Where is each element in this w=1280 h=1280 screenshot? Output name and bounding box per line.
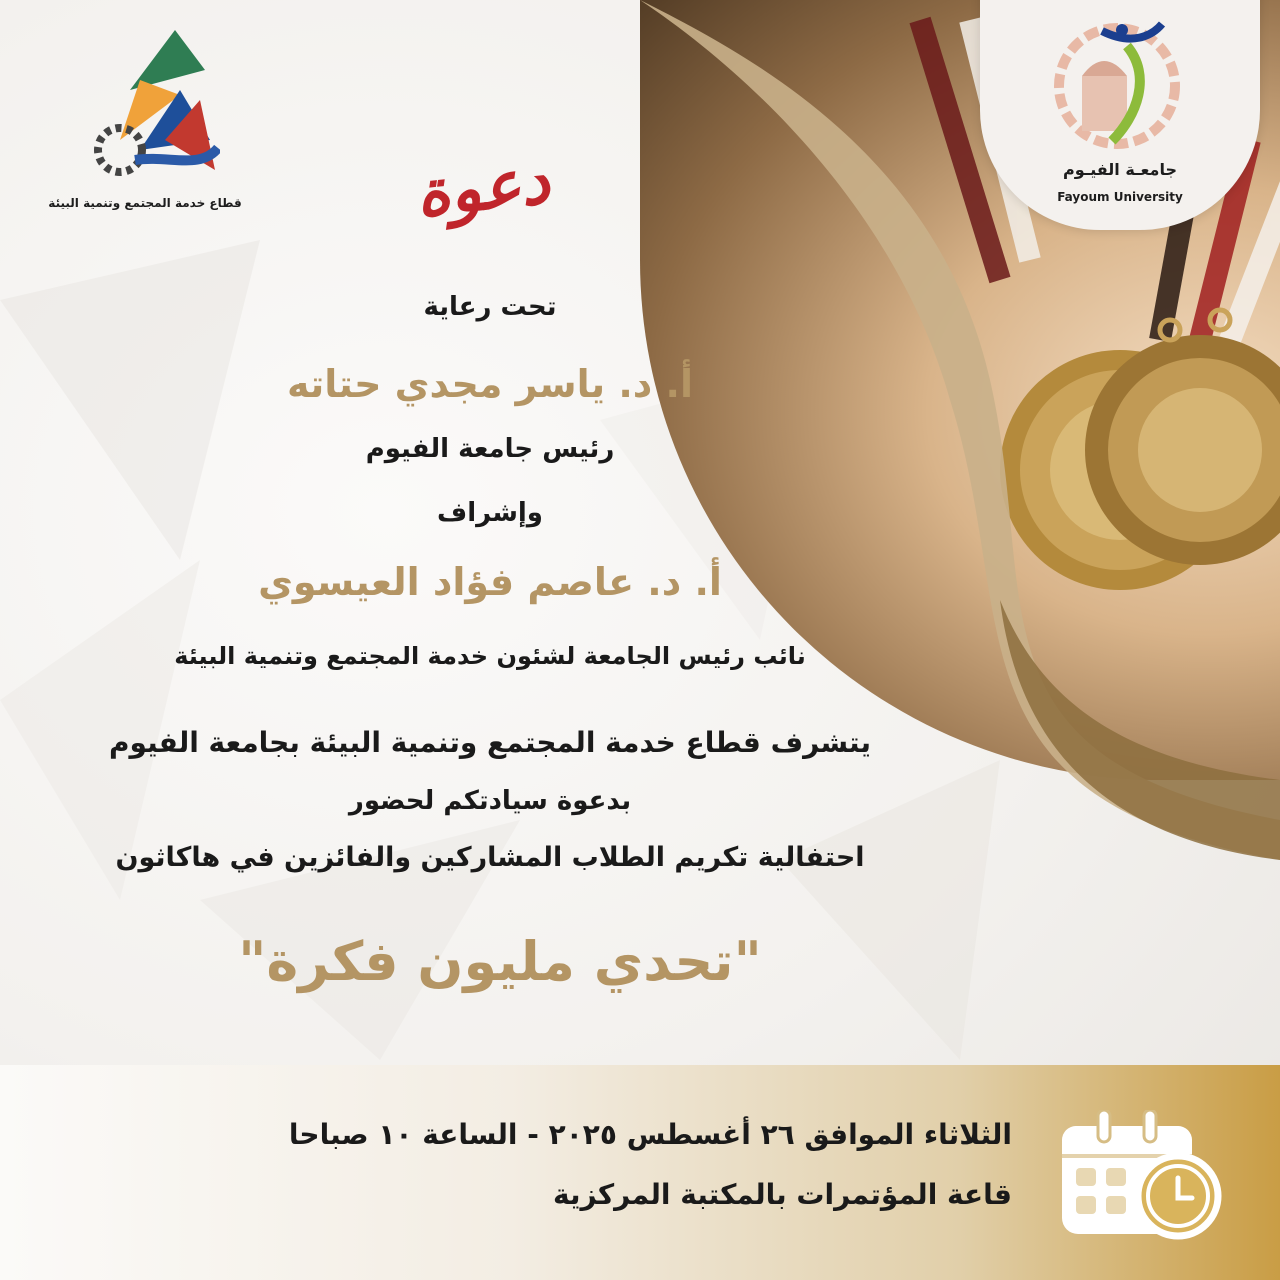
- president-name: أ. د. ياسر مجدي حتاته: [286, 362, 694, 406]
- university-name-ar: جامعـة الفيـوم: [1063, 160, 1177, 179]
- sector-logo: [40, 20, 250, 220]
- president-title: رئيس جامعة الفيوم: [365, 434, 615, 464]
- university-badge: [980, 0, 1260, 230]
- invitation-headline: دعوة: [412, 143, 553, 232]
- invitation-line-2: بدعوة سيادتكم لحضور: [348, 786, 632, 816]
- event-venue: قاعة المؤتمرات بالمكتبة المركزية: [552, 1178, 1012, 1211]
- vp-name: أ. د. عاصم فؤاد العيسوي: [258, 560, 722, 604]
- vp-title: نائب رئيس الجامعة لشئون خدمة المجتمع وتنمية البيئة: [174, 642, 806, 670]
- patronage-label: تحت رعاية: [423, 292, 557, 322]
- supervision-label: وإشراف: [437, 498, 543, 528]
- university-logo-icon: [1042, 16, 1192, 156]
- sector-logo-icon: [80, 20, 220, 180]
- sector-name: قطاع خدمة المجتمع وتنمية البيئة: [48, 196, 242, 210]
- invitation-line-3: احتفالية تكريم الطلاب المشاركين والفائزين في هاكاثون: [115, 842, 865, 873]
- invitation-line-1: يتشرف قطاع خدمة المجتمع وتنمية البيئة بجامعة الفيوم: [109, 726, 871, 759]
- calendar-clock-icon: [1056, 1110, 1226, 1240]
- event-name: "تحدي مليون فكرة": [238, 930, 762, 993]
- event-date-time: الثلاثاء الموافق ٢٦ أغسطس ٢٠٢٥ - الساعة ١٠ صباحا: [288, 1118, 1012, 1151]
- university-name-en: Fayoum University: [1057, 190, 1183, 204]
